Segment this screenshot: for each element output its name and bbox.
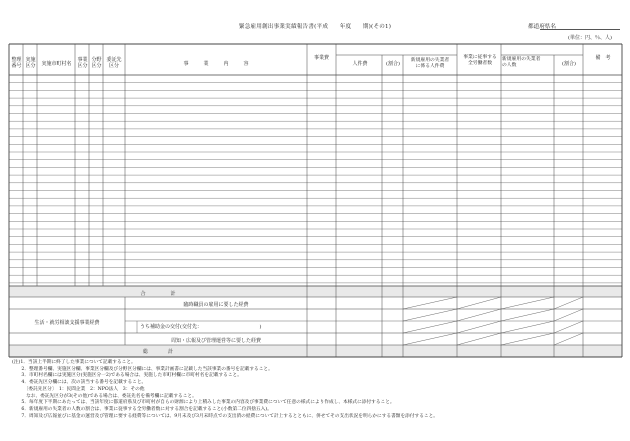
hatch-line [501,321,554,333]
hatch-line [403,309,457,321]
note-line: 4．委託先区分欄には、次の該当する番号を記載すること。 [12,380,147,386]
row-soukei-label: 総 計 [142,349,173,355]
col-header-bikou: 備 考 [595,55,611,61]
col-header-jisshi-kubun: 実施 区分 [25,57,36,70]
row-shuuchi-label: 周知・広報及び管理運営等に要した経費 [170,338,261,344]
col-header-shitsugyousha-jinkenhi: 新規雇用の失業者 に係る人件費 [410,58,450,69]
hatch-line [554,333,583,345]
prefecture-label: 都道府県名 [528,24,556,30]
col-header-jigyou-naiyou: 事 業 内 容 [183,61,249,67]
note-line: 7．周知及び広報並びに基金の運営及び管理に要する経費等については、9月末及び3月末時点での支出済の経費について計上するとともに、併せてその支出状況を明らかにする書類を添付すること。 [12,413,438,419]
hatch-line [457,297,501,309]
hatch-line [554,321,583,333]
note-line: (注)1．当該上半期に終了した事業について記載すること。 [12,360,136,365]
note-line: なお、委託先区分が3(その他)である場合は、委託先名を備考欄に記載すること。 [12,393,197,399]
hatch-line [403,333,457,345]
hatch-line [554,309,583,321]
col-header-juujisha: 事業に従事する 全労働者数 [463,55,497,66]
unit-label: (単位：円、％、人) [568,35,612,41]
col-header-seiri-bangou: 整理 番号 [11,57,22,70]
page-title: 緊急雇用創出事業実績報告書(平成 年度 期)(その1) [238,24,392,30]
col-header-jigyouhi: 事業費 [313,55,329,61]
col-header-shichouson: 実施市町村名 [41,61,72,67]
hatch-line [457,309,501,321]
hatch-line [501,309,554,321]
row-goukei-label: 合 計 [140,291,176,297]
col-header-jigyou-kubun: 事業 区分 [77,57,88,70]
col-header-bunya-kubun: 分野 区分 [91,57,102,70]
col-header-shitsugyousha-ninzuu: 新規雇用の失業者 の人数 [502,57,541,68]
notes-section [12,360,438,420]
hatch-line [554,297,583,309]
col-header-jinkenhi: 人件費 [352,61,368,67]
row-seikatsu-label: 生活・就労相談支援事業経費 [34,320,100,326]
hatch-line [501,333,554,345]
note-line: 2．整理番号欄、実施区分欄、事業区分欄及び分野区分欄には、事業計画書に記載した当該事業の番号を記載すること。 [12,366,273,372]
note-line: 3．市町村名欄には実施区分(実施区分一2)である場合は、実施した市町村欄に市町村名を記載すること。 [12,373,242,379]
note-line: 6．新規雇用の失業者の人数の割合は、事業に従事する全労働者数に対する割合を記載すること(小数第二位四捨五入)。 [12,406,272,412]
col-header-wariai-2: (割合) [562,61,576,67]
note-line: 〔委託先区分〕 1：民間企業 2：NPO法人 3：その他 [12,386,145,392]
row-uchi-kouhukin-label: うち補助金の交付(交付先： ) [140,324,262,330]
col-header-itaku-kubun: 委託先 区分 [106,57,122,70]
col-header-wariai-1: (割合) [386,61,400,67]
hatch-line [457,333,501,345]
hatch-line [457,321,501,333]
hatch-line [501,297,554,309]
hatch-line [403,297,457,309]
row-rinji-label: 臨時職員の雇用に要した経費 [183,302,249,308]
hatch-line [403,321,457,333]
note-line: 5．毎年度下半期にあたっては、当該年度に都道府県及び市町村が自らの財源により上積みした事業の内容及び事業費について任意の様式により作成し、本様式に添付すること。 [12,400,395,406]
